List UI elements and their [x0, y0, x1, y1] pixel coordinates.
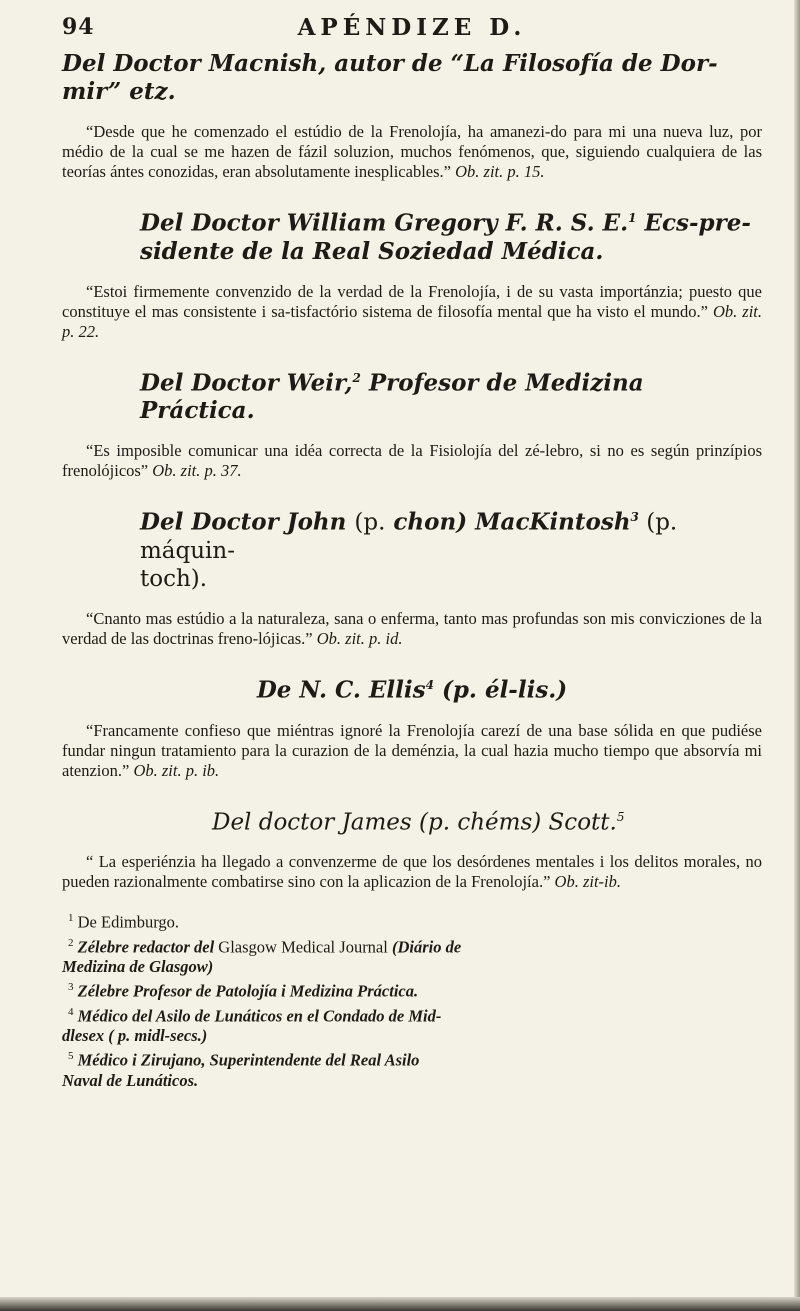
running-head — [62, 14, 762, 50]
footnote-mark: 3 — [630, 510, 639, 525]
footnote-3: $^3$ Zélebre Profesor de Patolojía i Medizina Práctica. — [68, 981, 419, 1001]
page-number: 94 — [62, 14, 95, 40]
footnote-5-cont: Naval de Lunáticos. — [62, 1070, 199, 1090]
entry-heading: Del Doctor John (p. chon) MacKintosh$^3$ (p. máquin- toch). — [140, 508, 678, 592]
footnote-4: $^4$ Médico del Asilo de Lunáticos en el Condado de Mid- — [68, 1005, 442, 1026]
entry-quote: “Desde que he comenzado el estúdio de la Frenolojía, ha amanezi-do para mi una nueva luz, por médio de la cual se me hazen de fázil soluzion, muchos fenómenos, que, siguiendo cualquiera de las teorías ántes conozidas, eran absolutamente inesplicables.” Ob. zit. p. 15. — [62, 122, 762, 181]
running-title: APÉNDIZE D. — [297, 14, 527, 41]
entry-quote: “Estoi firmemente convenzido de la verdad de la Frenolojía, i de su vasta importánzia; puesto que constituye el mas consistente i sa-tisfactório sistema de filosofía mental que ha visto el mundo.” Ob. zit. p. 22. — [62, 281, 762, 341]
footnote-mark: 2 — [352, 370, 361, 385]
entry-source: Ob. zit-ib. — [554, 872, 621, 892]
entry-heading: De N. C. Ellis$^4$ (p. él-lis.) — [256, 676, 568, 704]
footnote-2-cont: Medizina de Glasgow) — [62, 957, 214, 977]
footnote-mark: 5 — [616, 809, 625, 824]
entry-weir — [62, 364, 762, 482]
footnote-mark: 1 — [628, 211, 637, 225]
entry-mackintosh — [62, 503, 762, 649]
entry-macnish — [62, 50, 762, 182]
entry-heading: Del Doctor Macnish, autor de “La Filosofía de Dor- mir” etz. — [62, 50, 718, 105]
entry-scott — [62, 803, 762, 893]
entry-quote: “Es imposible comunicar una idéa correcta de la Fisiolojía del zé-lebro, si no es según prinzípios frenolójicos” Ob. zit. p. 37. — [62, 441, 762, 481]
footnote-2: $^2$ Zélebre redactor del Glasgow Medical Journal (Diário de — [68, 936, 462, 957]
entry-source: Ob. zit. p. id. — [316, 628, 403, 648]
entry-quote: “ La esperiénzia ha llegado a convenzerme de que los desórdenes mentales i los delitos morales, no pueden razionalmente combatirse sino con la aplicazion de la Frenolojía.” Ob. zit-ib. — [62, 852, 762, 892]
entry-heading: Del Doctor Weir,$^2$ Profesor de Medizina Práctica. — [140, 369, 644, 425]
page-edge — [794, 0, 800, 1311]
entry-quote: “Francamente confieso que miéntras ignoré la Frenolojía carezí de una base sólida en que pudiése fundar ningun tratamiento para la curazion de la deménzia, la cual hazia mucho tiempo que absorvía mi atenzion.” Ob. zit. p. ib. — [62, 720, 762, 780]
book-page — [62, 14, 762, 1091]
footnote-1: $^1$ De Edimburgo. — [68, 912, 180, 932]
page-bottom-edge — [0, 1297, 800, 1311]
footnote-5: $^5$ Médico i Zirujano, Superintendente del Real Asilo — [68, 1050, 420, 1070]
footnote-4-cont: dlesex ( p. midl-secs.) — [62, 1026, 208, 1046]
footnotes — [62, 908, 762, 1091]
entry-source: Ob. zit. p. ib. — [133, 760, 220, 780]
entry-ellis — [62, 671, 762, 781]
entry-heading: Del doctor James (p. chéms) Scott.$^5$ — [212, 809, 625, 836]
entry-source: Ob. zit. p. 22. — [62, 301, 762, 341]
entry-gregory — [62, 204, 762, 342]
entry-quote: “Cnanto mas estúdio a la naturaleza, sana o enferma, tanto mas profundas son mis convicziones de la verdad de las doctrinas freno-lójicas.” Ob. zit. p. id. — [62, 608, 762, 648]
footnote-mark: 4 — [425, 677, 434, 692]
entry-source: Ob. zit. p. 15. — [455, 162, 545, 181]
entry-heading: Del Doctor William Gregory F. R. S. E.$^1$ Ecs-pre- sidente de la Real Soziedad Médica. — [140, 209, 751, 265]
entry-source: Ob. zit. p. 37. — [152, 461, 242, 481]
